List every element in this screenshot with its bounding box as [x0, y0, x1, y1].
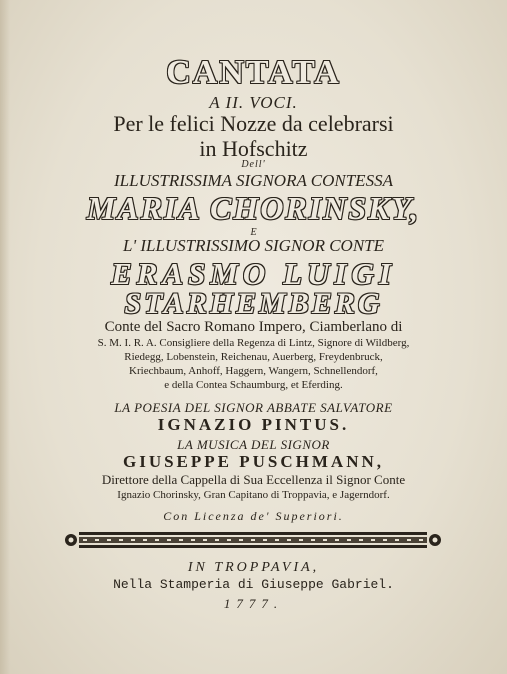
titles-line-3: Riedegg, Lobenstein, Reichenau, Auerberg, Freydenbruck,	[124, 351, 383, 363]
composer-name: GIUSEPPE PUSCHMANN,	[122, 452, 384, 471]
conjunction-e: E	[250, 227, 257, 238]
titles-line-2: S. M. I. R. A. Consigliere della Regenza di Lintz, Signore di Wildberg,	[97, 337, 410, 349]
groom-name-2: STARHEMBERG	[124, 287, 383, 320]
ornament-rule	[63, 527, 443, 553]
imprint-place: IN TROPPAVIA,	[187, 560, 320, 575]
groom-title: L' ILLUSTRISSIMO SIGNOR CONTE	[122, 236, 385, 255]
poesia-line: LA POESIA DEL SIGNOR ABBATE SALVATORE	[114, 400, 393, 415]
cantata-heading: CANTATA	[166, 54, 341, 91]
voices-line: A II. VOCI.	[209, 93, 298, 112]
occasion-line-2: in Hofschitz	[199, 136, 308, 161]
licenza-line: Con Licenza de' Superiori.	[163, 509, 344, 523]
composer-role: Direttore della Cappella di Sua Eccellenza il Signor Conte	[101, 472, 406, 487]
dell-line: Dell'	[241, 159, 266, 170]
occasion-line-1: Per le felici Nozze da celebrarsi	[113, 111, 394, 136]
titles-line-4: Kriechbaum, Anhoff, Haggern, Wangern, Schnellendorf,	[129, 365, 378, 377]
musica-line: LA MUSICA DEL SIGNOR	[177, 437, 330, 452]
bride-title: ILLUSTRISSIMA SIGNORA CONTESSA	[114, 171, 393, 190]
poet-name: IGNAZIO PINTUS.	[157, 415, 350, 434]
imprint-printer: Nella Stamperia di Giuseppe Gabriel.	[113, 577, 394, 592]
composer-patron: Ignazio Chorinsky, Gran Capitano di Troppavia, e Jagerndorf.	[117, 489, 390, 501]
imprint-year: 1777.	[223, 596, 284, 611]
titles-line-5: e della Contea Schaumburg, et Eferding.	[164, 379, 343, 391]
groom-name-1: ERASMO LUIGI	[111, 256, 396, 291]
bride-name: MARIA CHORINSKY,	[86, 190, 421, 226]
titles-line-1: Conte del Sacro Romano Impero, Ciamberlano di	[104, 319, 403, 335]
